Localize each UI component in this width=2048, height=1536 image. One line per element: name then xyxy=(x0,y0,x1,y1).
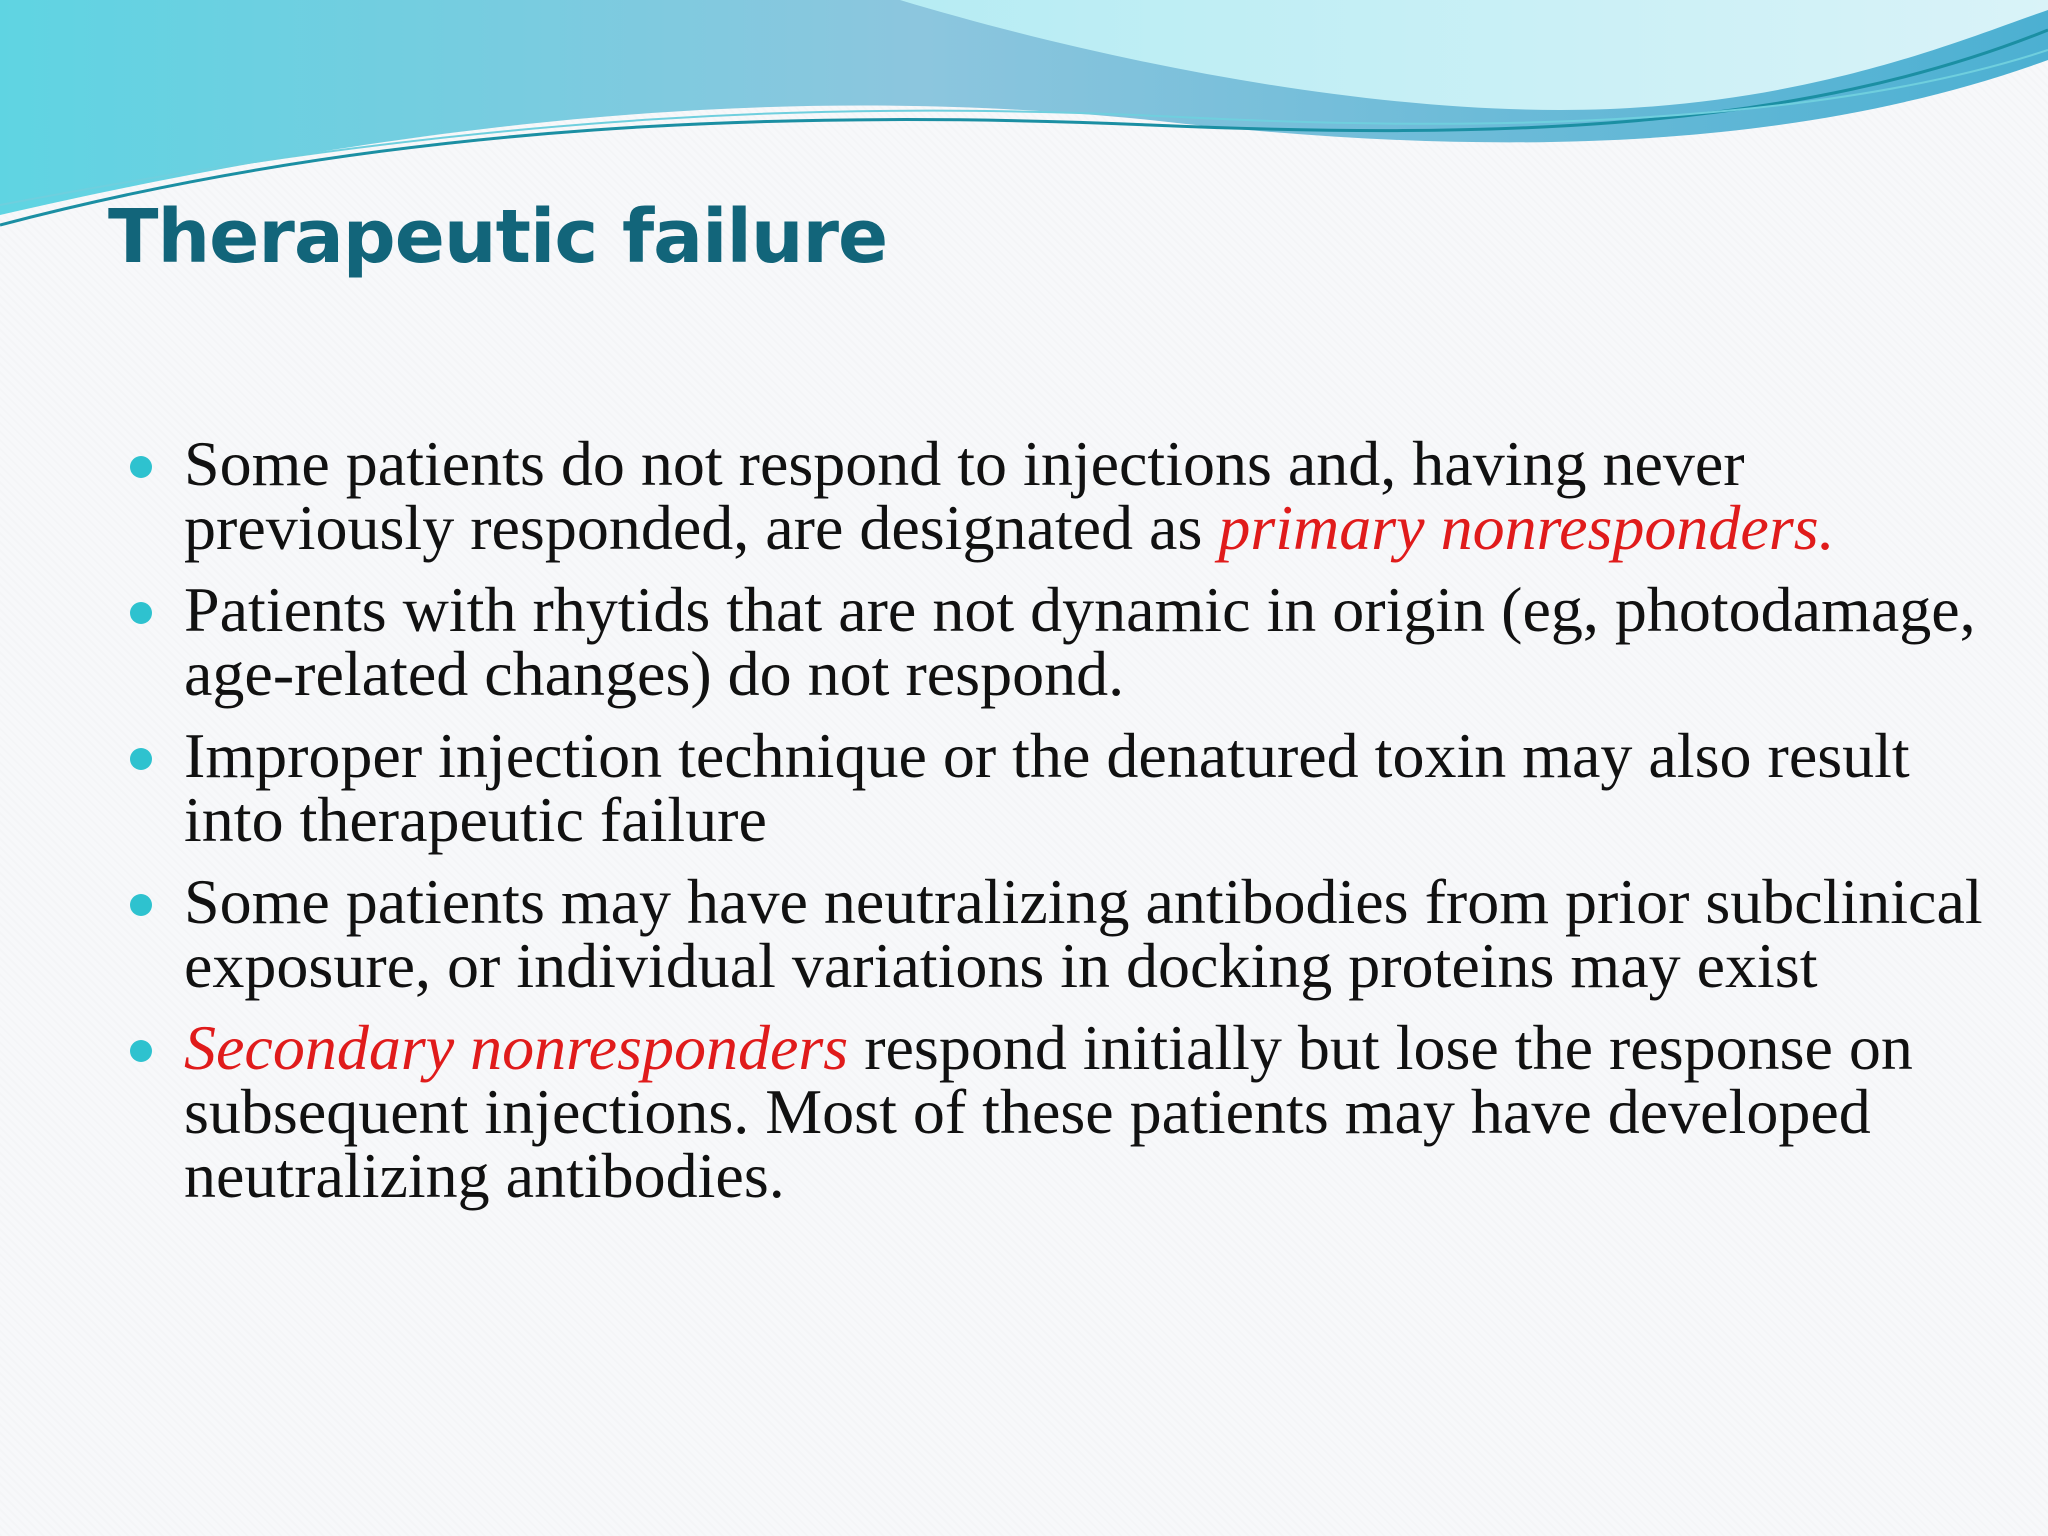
bullet-item xyxy=(184,428,1984,563)
bullet-item xyxy=(184,1012,1984,1211)
slide-title: Therapeutic failure xyxy=(108,194,888,280)
bullet-text: Some patients do not respond to injections and, having never previously responded, are designated as xyxy=(184,428,1745,563)
bullet-emphasis: primary nonresponders. xyxy=(1218,492,1835,563)
bullet-dot-icon xyxy=(130,894,152,916)
bullet-dot-icon xyxy=(130,456,152,478)
bullet-item xyxy=(184,720,1984,855)
bullet-item xyxy=(184,574,1984,709)
bullet-dot-icon xyxy=(130,602,152,624)
bullet-dot-icon xyxy=(130,748,152,770)
bullet-text: Improper injection technique or the denatured toxin may also result into therapeutic failure xyxy=(184,720,1910,855)
bullet-emphasis: Secondary nonresponders xyxy=(184,1012,849,1083)
bullet-dot-icon xyxy=(130,1040,152,1062)
bullet-text: Patients with rhytids that are not dynamic in origin (eg, photodamage, age-related changes) do not respond. xyxy=(184,574,1976,709)
bullet-text: respond initially but lose the response on subsequent injections. Most of these patients may have developed neutralizing antibodies. xyxy=(184,1012,1913,1211)
bullet-list xyxy=(184,428,1984,1226)
bullet-item xyxy=(184,866,1984,1001)
bullet-text: Some patients may have neutralizing antibodies from prior subclinical exposure, or individual variations in docking proteins may exist xyxy=(184,866,1983,1001)
